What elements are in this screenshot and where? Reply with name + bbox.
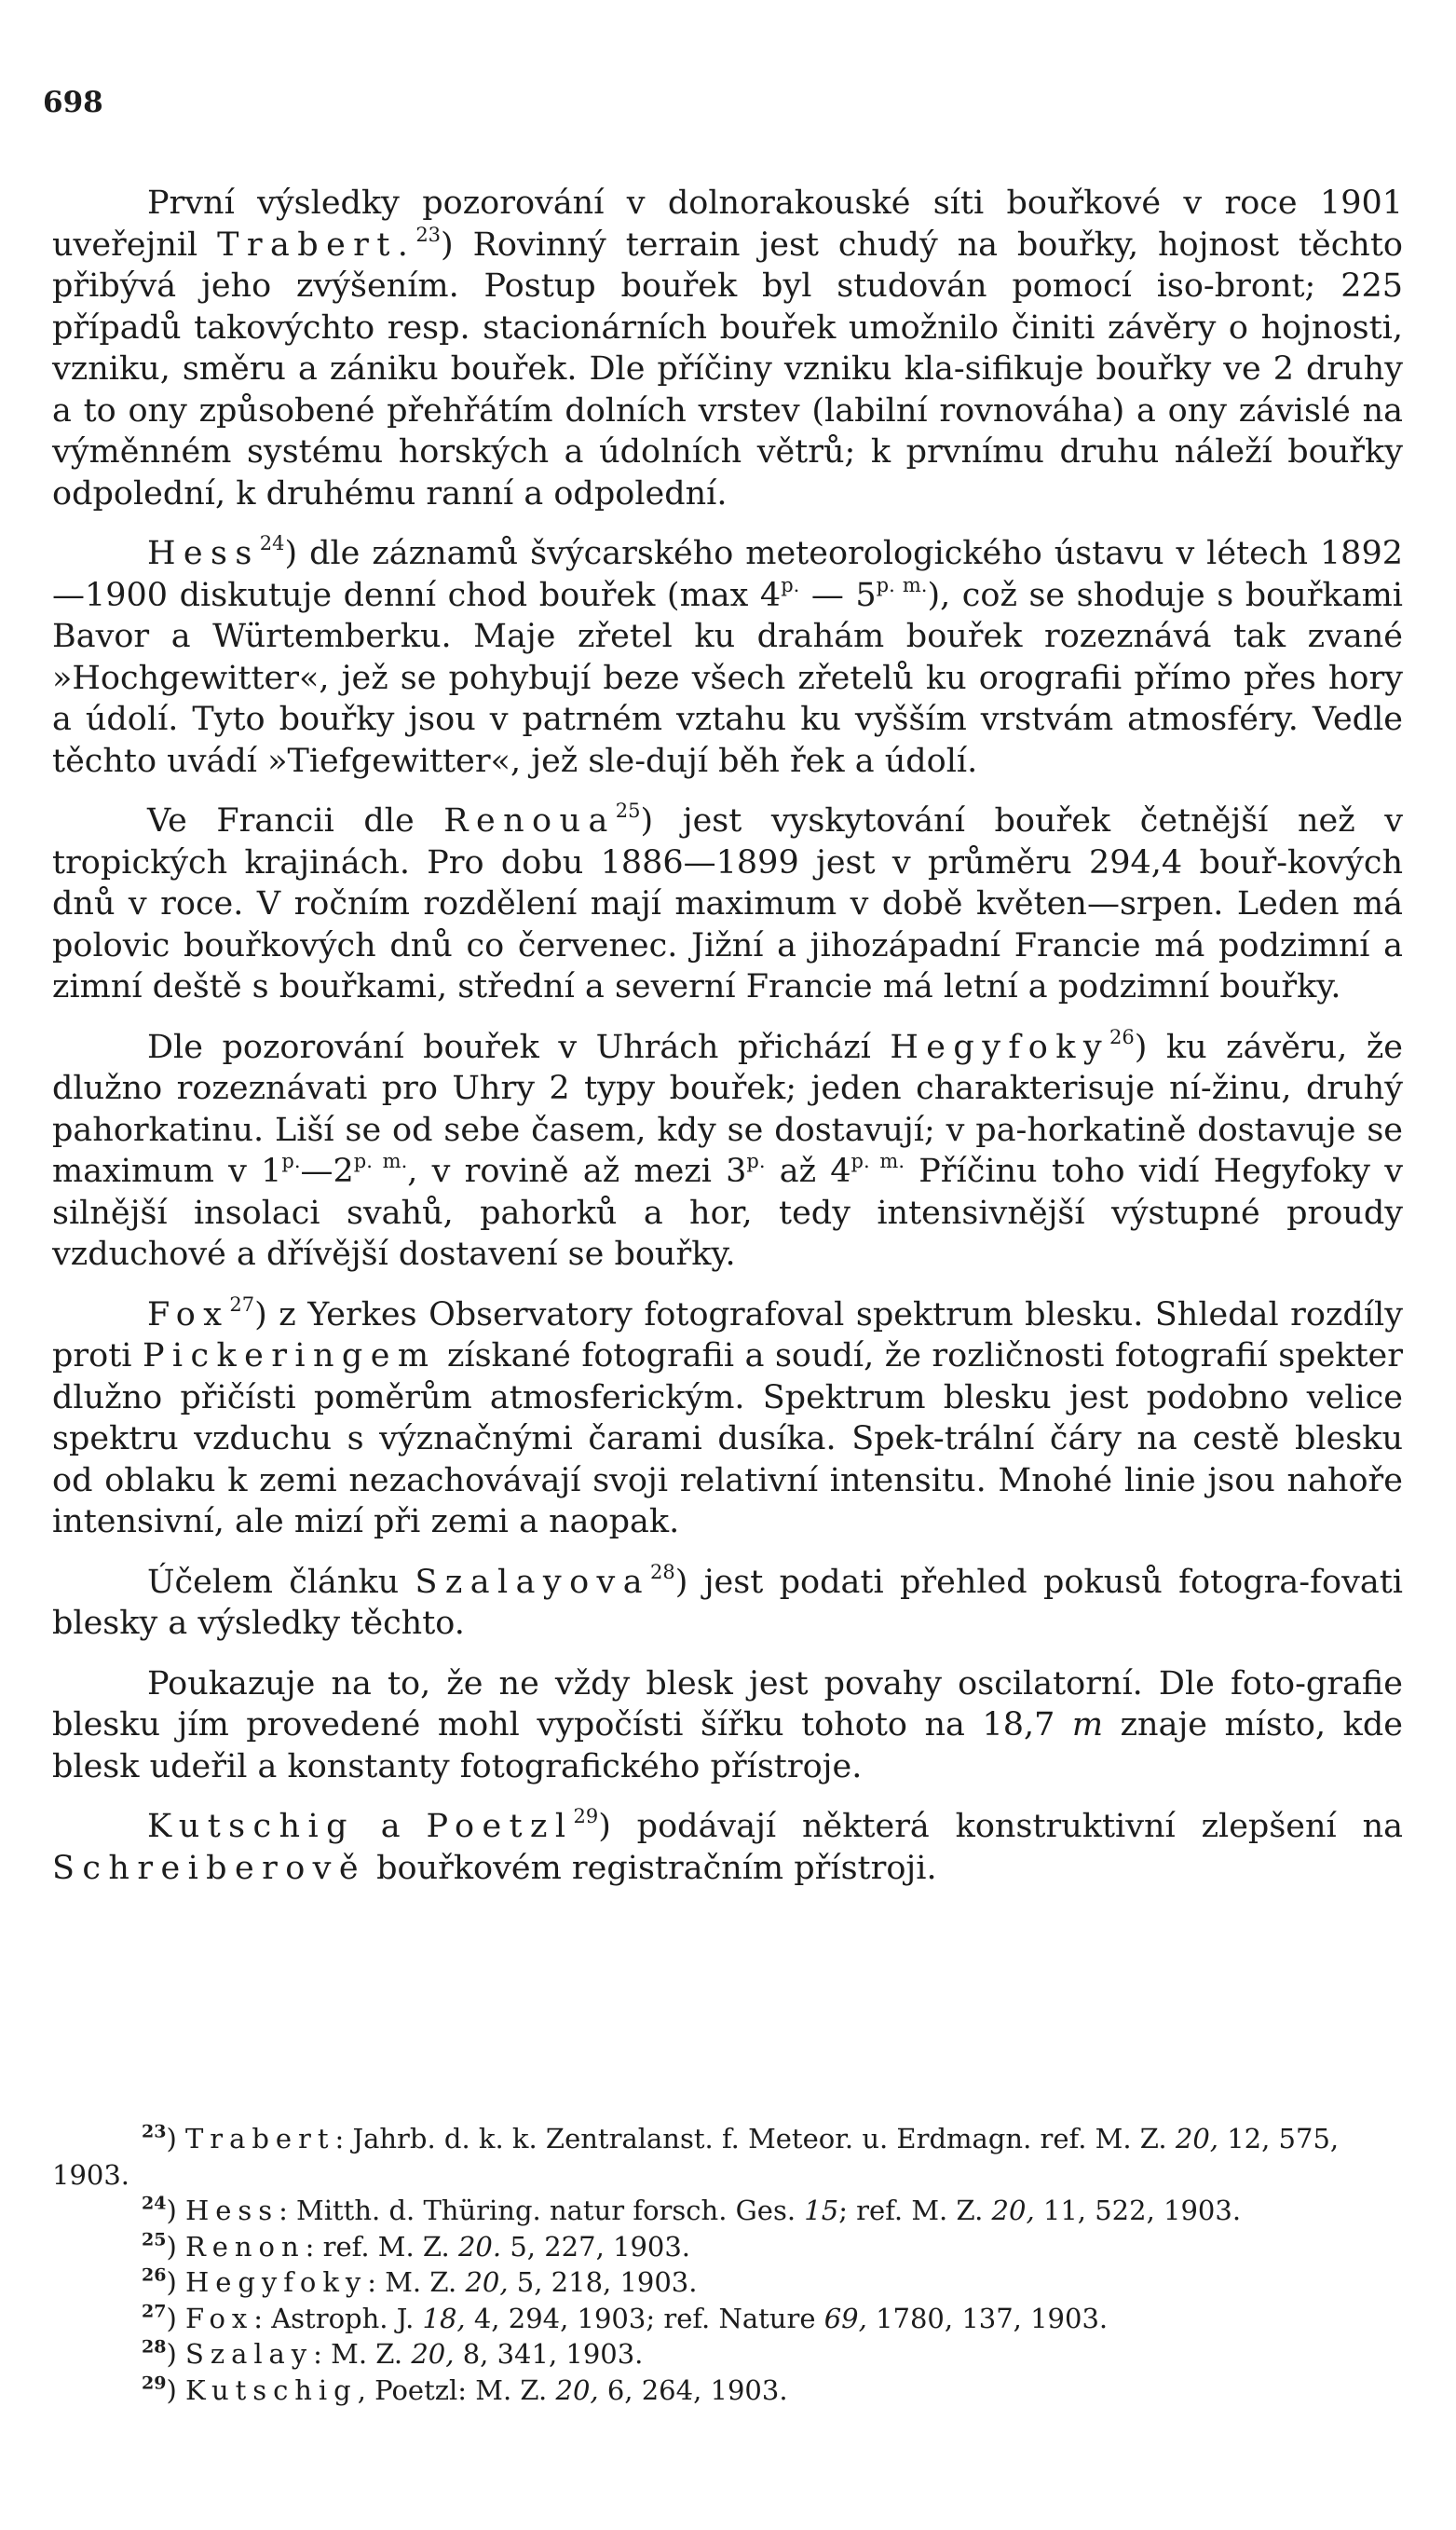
footnote-ref: 26 [1109, 1025, 1135, 1048]
text: ), což se shoduje s bouřkami Bavor a Würtemberku. Maje zřetel ku drahám bouřek rozeznává tak zvané »Hochgewitter«, jež se pohybují beze všech zřetelů ku orografii přímo přes hory a údolí. Tyto bouřky jsou v patrném vztahu ku vyšším vrstvám atmosféry. Vedle těchto uvádí »Tiefgewitter«, jež sle-dují běh řek a údolí. [52, 576, 1403, 780]
author-name: Trabert. [217, 226, 416, 264]
text: Poukazuje na to, že ne vždy blesk jest povahy oscilatorní. Dle foto-grafie blesku jím provedené mohl vypočísti šířku tohoto na 18,7 [52, 1664, 1403, 1744]
volume: 20, [1175, 2123, 1218, 2154]
footnote-number: 24 [142, 2193, 167, 2214]
text: 4, 294, 1903; ref. Nature [465, 2302, 824, 2334]
text: ) jest vyskytování bouřek četnější než v tropických krajinách. Pro dobu 1886—1899 jest v průměru 294,4 bouř-kových dnů v roce. V ročním rozdělení mají maximum v době květen—srpen. Leden má polovic bouřkových dnů co červenec. Jižní a jihozápadní Francie má podzimní a zimní deště s bouřkami, střední a severní Francie má letní a podzimní bouřky. [52, 802, 1403, 1005]
time-superscript: p. [746, 1149, 766, 1172]
text: 5, 227, 1903. [501, 2230, 691, 2263]
footnote-author: Szalay [185, 2338, 314, 2370]
volume: 20. [457, 2230, 502, 2263]
text: bouřkovém registračním přístroji. [365, 1849, 937, 1887]
volume: 15 [804, 2195, 839, 2226]
footnote-author: Hegyfoky [185, 2266, 368, 2298]
text: ) jest podati přehled pokusů fotogra-fovati blesky a výsledky těchto. [52, 1563, 1403, 1642]
text: 6, 264, 1903. [598, 2373, 788, 2406]
footnote-author: Trabert [185, 2123, 335, 2154]
text: až 4 [765, 1153, 851, 1190]
text: : ref. M. Z. [305, 2230, 458, 2263]
footnote: $^{27}$) Fox: Astroph. J. 18, 4, 294, 1903; ref. Nature 69, 1780, 137, 1903. [142, 2301, 1109, 2334]
text: 5, 218, 1903. [508, 2266, 698, 2298]
paragraph-hess [52, 533, 1403, 782]
text: ) z Yerkes Observatory fotografoval spektrum blesku. Shledal rozdíly proti [52, 1295, 1403, 1374]
text: 12, 575, 1903. [52, 2123, 1340, 2191]
paragraph-fox [52, 1294, 1403, 1543]
text: ) dle záznamů švýcarského meteorologického ústavu v létech 1892—1900 diskutuje denní chod bouřek (max 4 [52, 535, 1403, 614]
text: 1780, 137, 1903. [866, 2302, 1109, 2334]
text: : Mitth. d. Thüring. natur forsch. Ges. [279, 2195, 805, 2226]
paragraph-kutschig [52, 1806, 1403, 1889]
footnote-number: 23 [142, 2121, 167, 2142]
time-superscript: p. m. [850, 1149, 905, 1172]
text: První výsledky pozorování v dolnorakouské síti bouřkové v roce 1901 uveřejnil [52, 185, 1403, 264]
author-name: Pickeringem [142, 1337, 437, 1374]
footnote-author: Kutschig [185, 2373, 358, 2406]
volume: 18, [422, 2302, 466, 2334]
author-name: Fox [147, 1295, 230, 1333]
text: : Astroph. J. [253, 2302, 423, 2334]
text: , Poetzl: M. Z. [357, 2373, 556, 2406]
text: —2 [300, 1153, 354, 1190]
footnote-author: Fox [185, 2302, 254, 2334]
author-name: Kutschig [147, 1808, 355, 1845]
author-name: Poetzl [426, 1808, 574, 1845]
text: získané fotografii a soudí, že rozličnosti fotografií spekter dlužno přičísti poměrům atmosferickým. Spektrum blesku jest podobno velice spektru vzduchu s význačnými čarami dusíka. Spek-trální čáry na cestě blesku od oblaku k zemi nezachovávají svoji relativní intensitu. Mnohé linie jsou nahoře intensivní, ale mizí při zemi a naopak. [52, 1337, 1403, 1540]
text: ; ref. M. Z. [838, 2195, 992, 2226]
footnote-ref: 28 [649, 1560, 675, 1583]
time-superscript: p. m. [353, 1149, 408, 1172]
paragraph-szalay [52, 1562, 1403, 1645]
footnote-ref: 29 [573, 1804, 599, 1827]
footnote-ref: 24 [259, 531, 285, 554]
text: ) ku závěru, že dlužno rozeznávati pro Uhry 2 typy bouřek; jeden charakterisuje ní-žinu, druhý pahorkatinu. Liší se od sebe časem, kdy se dostavují; v pa-horkatině dostavuje se maximum v 1 [52, 1028, 1403, 1190]
time-superscript: p. [281, 1149, 301, 1172]
footnote: $^{29}$) Kutschig, Poetzl: M. Z. 20, 6, 264, 1903. [142, 2373, 788, 2406]
volume: 20, [555, 2373, 599, 2406]
time-superscript: p. [781, 573, 800, 596]
text: 11, 522, 1903. [1034, 2195, 1242, 2226]
paragraph-renou [52, 800, 1403, 1008]
text: Příčinu toho vidí Hegyfoky v silnější insolaci svahů, pahorků a hor, tedy intensivnější výstupné proudy vzduchové a dřívější dostavení se bouřky. [52, 1153, 1403, 1273]
volume: 20, [465, 2266, 509, 2298]
volume: 69, [823, 2302, 867, 2334]
footnote: $^{24}$) Hess: Mitth. d. Thüring. natur forsch. Ges. 15; ref. M. Z. 20, 11, 522, 1903. [142, 2193, 1242, 2226]
paragraph-hegyfoky [52, 1027, 1403, 1276]
author-name: Schreiberově [52, 1849, 366, 1887]
paragraph-trabert [52, 183, 1403, 514]
footnote-ref: 25 [615, 799, 641, 822]
page-number: 698 [43, 86, 103, 119]
text: , v rovině až mezi 3 [407, 1153, 747, 1190]
unit-symbol: m [1071, 1706, 1104, 1744]
text: 8, 341, 1903. [454, 2338, 644, 2370]
footnotes [52, 2121, 1403, 2408]
footnote-number: 29 [142, 2373, 167, 2394]
text: — 5 [799, 576, 877, 614]
text: Ve Francii dle [147, 802, 444, 840]
paragraph-oscillation [52, 1663, 1403, 1788]
text: : M. Z. [367, 2266, 466, 2298]
text: : M. Z. [313, 2338, 412, 2370]
author-name: Hess [147, 535, 260, 572]
footnote-number: 27 [142, 2301, 167, 2322]
footnote: $^{28}$) Szalay: M. Z. 20, 8, 341, 1903. [142, 2336, 644, 2370]
footnote-number: 25 [142, 2229, 167, 2250]
footnote: $^{23}$) Trabert: Jahrb. d. k. k. Zentralanst. f. Meteor. u. Erdmagn. ref. M. Z. 20, 12, 575, 1903. [52, 2121, 1340, 2191]
volume: 20, [991, 2195, 1035, 2226]
time-superscript: p. m. [876, 573, 928, 596]
footnote-author: Hess [185, 2195, 279, 2226]
footnote-number: 28 [142, 2336, 167, 2358]
text: ) podávají některá konstruktivní zlepšení na [598, 1808, 1403, 1845]
footnote-ref: 27 [229, 1292, 255, 1316]
footnote: $^{26}$) Hegyfoky: M. Z. 20, 5, 218, 1903. [142, 2264, 698, 2298]
footnote-author: Renon [185, 2230, 306, 2263]
footnote-ref: 23 [415, 223, 442, 246]
text: Dle pozorování bouřek v Uhrách přichází [147, 1028, 891, 1066]
footnote: $^{25}$) Renon: ref. M. Z. 20. 5, 227, 1903. [142, 2229, 691, 2263]
text: znaje místo, kde blesk udeřil a konstanty fotografického přístroje. [52, 1706, 1403, 1785]
footnote-number: 26 [142, 2264, 167, 2286]
volume: 20, [411, 2338, 455, 2370]
text: ) Rovinný terrain jest chudý na bouřky, hojnost těchto přibývá jeho zvýšením. Postup bouřek byl studován pomocí iso-bront; 225 případů takovýchto resp. stacionárních bouřek umožnilo činiti závěry o hojnosti, vzniku, směru a zániku bouřek. Dle příčiny vzniku kla-sifikuje bouřky ve 2 druhy a to ony způsobené přehřátím dolních vrstev (labilní rovnováha) a ony závislé na výměnném systému horských a údolních větrů; k prvnímu druhu náleží bouřky odpolední, k druhému ranní a odpolední. [52, 226, 1403, 513]
author-name: Hegyfoky [890, 1028, 1109, 1066]
author-name: Renoua [443, 802, 616, 840]
article-body [52, 183, 1403, 1908]
text: : Jahrb. d. k. k. Zentralanst. f. Meteor. u. Erdmagn. ref. M. Z. [334, 2123, 1176, 2154]
text: Účelem článku [147, 1563, 415, 1601]
text: a [354, 1808, 427, 1845]
author-name: Szalayova [415, 1563, 650, 1601]
